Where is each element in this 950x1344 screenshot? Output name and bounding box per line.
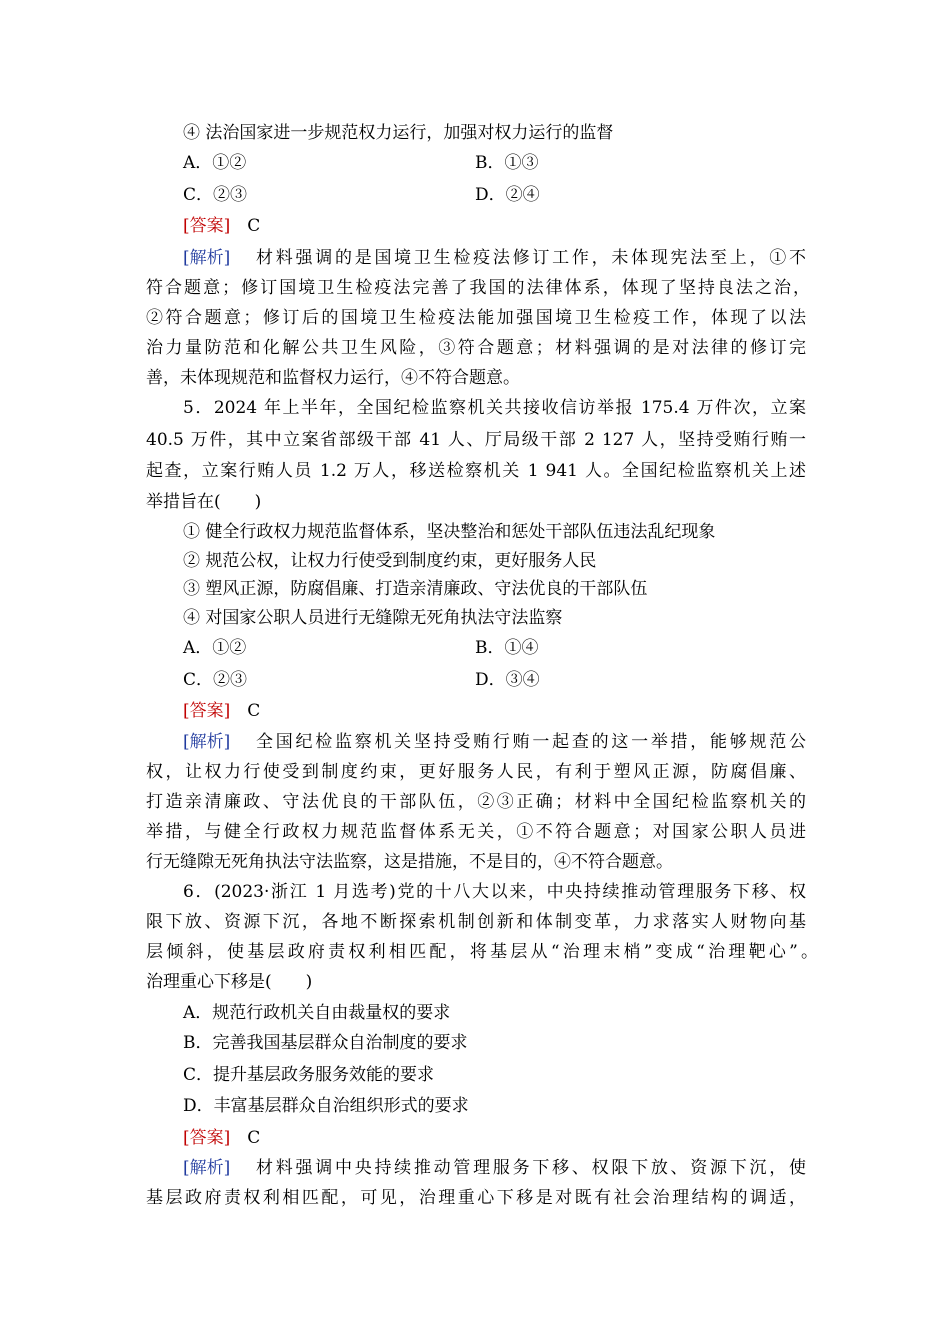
q5-option-4: ④ 对国家公职人员进行无缝隙无死角执法守法监察 [183,608,563,628]
answer-tag: [答案] [183,1128,231,1148]
option-4: ④ 法治国家进一步规范权力运行，加强对权力运行的监督 [183,123,614,143]
q5-stem-line: 起查，立案行贿人员 1.2 万人，移送检察机关 1 941 人。全国纪检监察机关上述 [146,461,806,481]
analysis-line: 符合题意；修订国境卫生检疫法完善了我国的法律体系，体现了坚持良法之治， [146,278,810,298]
analysis-line: 材料强调的是国境卫生检疫法修订工作，未体现宪法至上，①不 [256,248,806,268]
answer-value: C [247,216,261,236]
analysis-line: 善，未体现规范和监督权力运行，④不符合题意。 [146,368,520,388]
answer-value: C [247,701,261,721]
q6-answer-line [183,1125,260,1151]
analysis-tag: [解析] [183,248,231,268]
analysis-line: 基层政府责权利相匹配，可见，治理重心下移是对既有社会治理结构的调适， [146,1188,806,1208]
q6-choice-b: B．完善我国基层群众自治制度的要求 [183,1033,468,1053]
q5-option-1: ① 健全行政权力规范监督体系，坚决整治和惩处干部队伍违法乱纪现象 [183,522,716,542]
q5-analysis-tag: [解析] [183,732,231,752]
q5-stem-line: 举措旨在( ) [146,492,262,512]
q5-answer-line [183,698,260,724]
analysis-line: 打造亲清廉政、守法优良的干部队伍，②③正确；材料中全国纪检监察机关的 [146,792,806,812]
q6-stem-line: 层倾斜，使基层政府责权利相匹配，将基层从“治理末梢”变成“治理靶心”。 [146,942,818,962]
choice-a: A．①② [183,153,247,173]
q6-stem-line: 治理重心下移是( ) [146,972,313,992]
choice-c: C．②③ [183,185,248,205]
q5-choice-c: C．②③ [183,670,248,690]
analysis-line: 治力量防范和化解公共卫生风险，③符合题意；材料强调的是对法律的修订完 [146,338,806,358]
answer-value: C [247,1128,261,1148]
analysis-line: 权，让权力行使受到制度约束，更好服务人民，有利于塑风正源，防腐倡廉、 [146,762,806,782]
q6-choice-c: C．提升基层政务服务效能的要求 [183,1065,435,1085]
q6-choice-a: A．规范行政机关自由裁量权的要求 [183,1003,451,1023]
q5-choice-d: D．③④ [475,670,540,690]
choice-b: B．①③ [475,153,539,173]
q6-analysis-tag: [解析] [183,1158,231,1178]
q5-stem-line: 5．2024 年上半年，全国纪检监察机关共接收信访举报 175.4 万件次，立案 [183,398,806,418]
analysis-line: ②符合题意；修订后的国境卫生检疫法能加强国境卫生检疫工作，体现了以法 [146,308,806,328]
q5-option-3: ③ 塑风正源，防腐倡廉、打造亲清廉政、守法优良的干部队伍 [183,579,648,599]
analysis-line: 全国纪检监察机关坚持受贿行贿一起查的这一举措，能够规范公 [256,732,806,752]
q6-choice-d: D．丰富基层群众自治组织形式的要求 [183,1096,469,1116]
q5-choice-b: B．①④ [475,638,539,658]
analysis-line: 材料强调中央持续推动管理服务下移、权限下放、资源下沉，使 [256,1158,806,1178]
q5-option-2: ② 规范公权，让权力行使受到制度约束，更好服务人民 [183,551,597,571]
answer-line [183,213,260,239]
q6-stem-line: 限下放、资源下沉，各地不断探索机制创新和体制变革，力求落实人财物向基 [146,912,806,932]
choice-d: D．②④ [475,185,540,205]
answer-tag: [答案] [183,701,231,721]
q5-choice-a: A．①② [183,638,247,658]
analysis-line: 行无缝隙无死角执法守法监察，这是措施，不是目的，④不符合题意。 [146,852,673,872]
q5-stem-line: 40.5 万件，其中立案省部级干部 41 人、厅局级干部 2 127 人，坚持受贿行贿一 [146,430,806,450]
answer-tag: [答案] [183,216,231,236]
analysis-line: 举措，与健全行政权力规范监督体系无关，①不符合题意；对国家公职人员进 [146,822,806,842]
q6-stem-line: 6．(2023·浙江 1 月选考)党的十八大以来，中央持续推动管理服务下移、权 [183,882,806,902]
